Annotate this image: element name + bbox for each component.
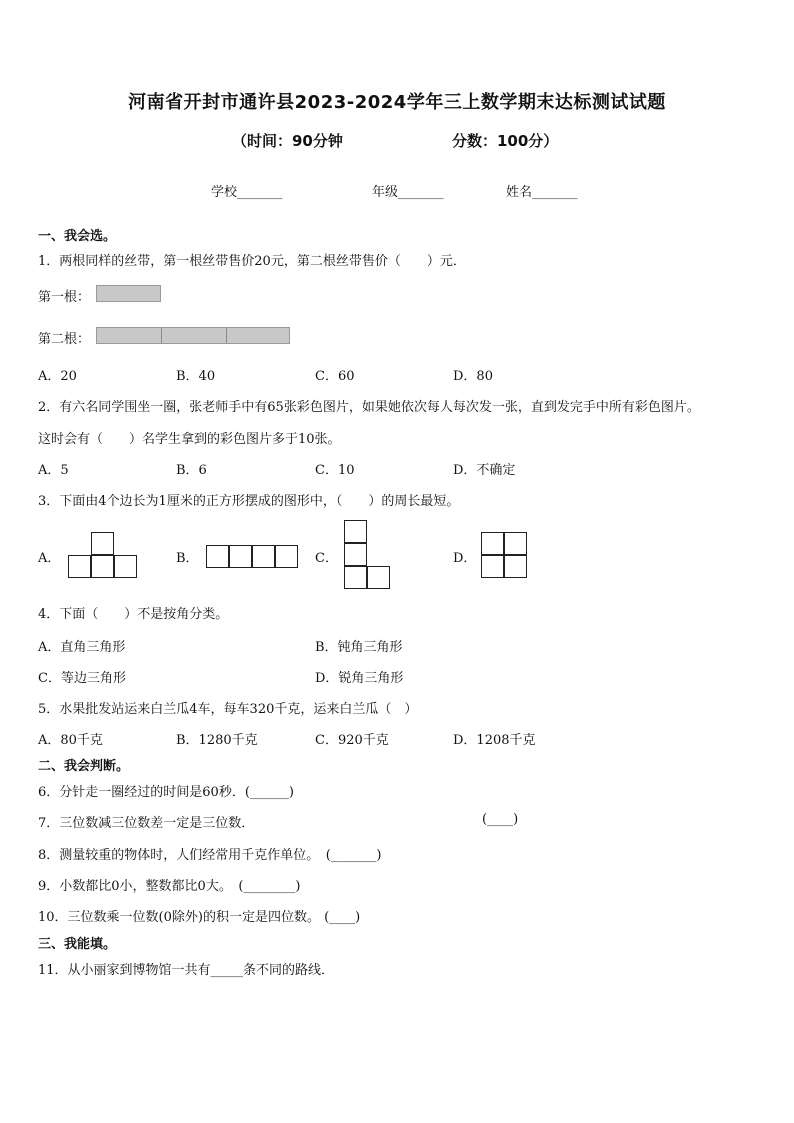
question-5-text: 5．水果批发站运来白兰瓜4车，每车320千克，运来白兰瓜（ ） (38, 702, 418, 717)
exam-score: 分数：100分） (452, 132, 559, 150)
ribbon-1-label: 第一根： (38, 290, 91, 305)
q1-option-c: C．60 (315, 369, 355, 384)
q5-option-c: C．920千克 (315, 733, 389, 748)
section-2-heading: 二、我会判断。 (38, 759, 130, 774)
page-title: 河南省开封市通许县2023-2024学年三上数学期末达标测试试题 (128, 92, 666, 113)
name-field: 姓名_______ (506, 185, 578, 200)
section-1-heading: 一、我会选。 (38, 229, 117, 244)
question-10-text: 10．三位数乘一位数(0除外)的积一定是四位数。 (____) (38, 910, 361, 925)
question-7-blank: (____) (482, 812, 519, 827)
ribbon-2-divider (226, 328, 227, 343)
q3-option-d: D． (453, 551, 477, 566)
q4-option-b: B．钝角三角形 (315, 640, 403, 655)
q4-option-a: A．直角三角形 (38, 640, 126, 655)
q1-option-d: D．80 (453, 369, 493, 384)
question-1-text: 1．两根同样的丝带，第一根丝带售价20元，第二根丝带售价（ ）元． (38, 254, 466, 269)
question-7-text: 7．三位数减三位数差一定是三位数． (38, 816, 255, 831)
q5-option-b: B．1280千克 (176, 733, 258, 748)
question-9-text: 9．小数都比0小，整数都比0大。 (________) (38, 879, 301, 894)
grade-field: 年级_______ (372, 185, 444, 200)
question-11-before: 11．从小丽家到博物馆一共有 (38, 963, 211, 978)
q4-option-d: D．锐角三角形 (315, 671, 404, 686)
q1-option-a: A．20 (38, 369, 77, 384)
ribbon-2-label: 第二根： (38, 332, 91, 347)
q3-option-a: A． (38, 551, 61, 566)
question-2-text-2: 这时会有（ ）名学生拿到的彩色图片多于10张。 (38, 432, 341, 447)
question-4-text: 4．下面（ ）不是按角分类。 (38, 607, 229, 622)
question-11-after: 条不同的路线． (243, 963, 335, 978)
question-8-text: 8．测量较重的物体时，人们经常用千克作单位。 (_______) (38, 848, 382, 863)
q5-option-d: D．1208千克 (453, 733, 536, 748)
q3-option-b: B． (176, 551, 199, 566)
question-2-text-1: 2．有六名同学围坐一圈，张老师手中有65张彩色图片，如果她依次每人每次发一张，直到发完手中所有彩色图片。 (38, 400, 700, 415)
q5-option-a: A．80千克 (38, 733, 103, 748)
question-6-text: 6．分针走一圈经过的时间是60秒．(______) (38, 785, 294, 800)
question-11-text (38, 959, 334, 978)
q4-option-c: C．等边三角形 (38, 671, 126, 686)
ribbon-1-bar (96, 285, 161, 302)
ribbon-2-divider (161, 328, 162, 343)
q2-option-b: B．6 (176, 463, 207, 478)
q1-option-b: B．40 (176, 369, 216, 384)
question-3-text: 3．下面由4个边长为1厘米的正方形摆成的图形中，（ ）的周长最短。 (38, 494, 460, 509)
exam-time: （时间：90分钟 (232, 132, 343, 150)
q2-option-c: C．10 (315, 463, 355, 478)
section-3-heading: 三、我能填。 (38, 937, 117, 952)
school-field: 学校_______ (211, 185, 283, 200)
question-11-blank: _____ (210, 963, 244, 978)
q2-option-d: D．不确定 (453, 463, 516, 478)
q2-option-a: A．5 (38, 463, 69, 478)
q3-option-c: C． (315, 551, 338, 566)
ribbon-2-bar (96, 327, 290, 344)
